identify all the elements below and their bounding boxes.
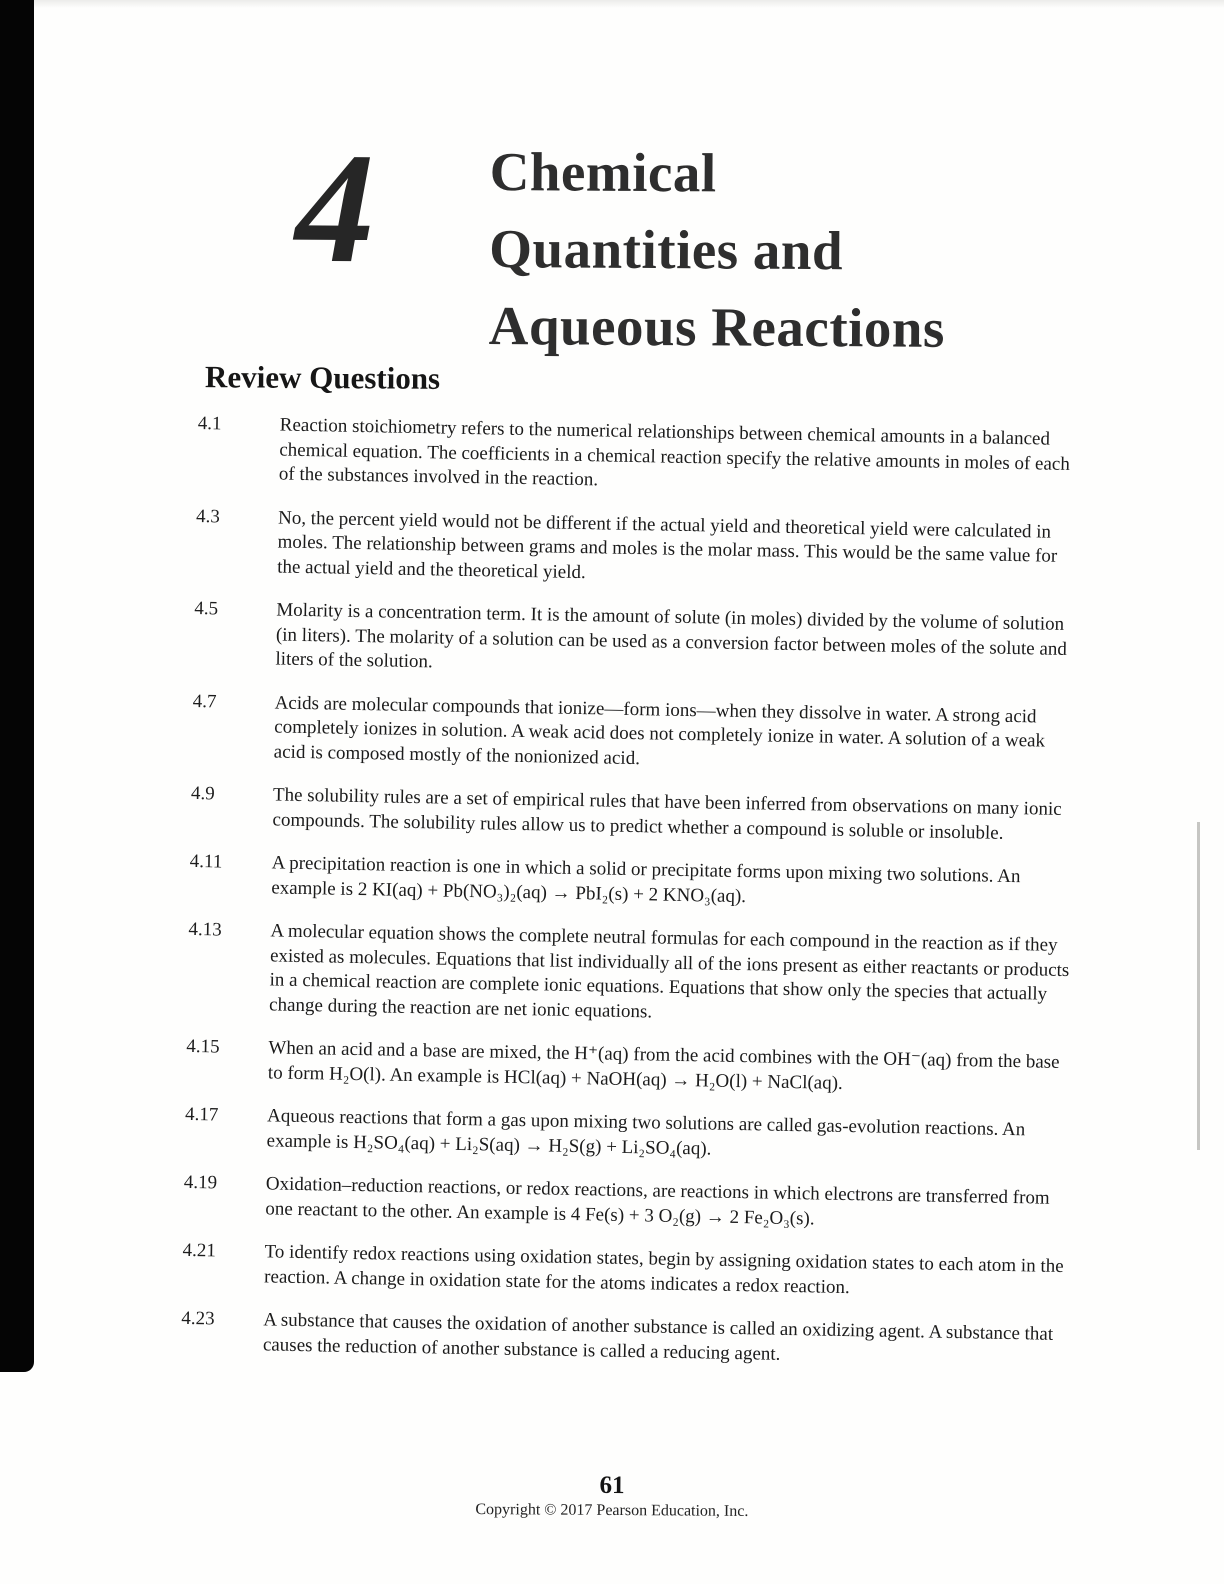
question-text: Oxidation–reduction reactions, or redox reactions, are reactions in which electrons are transferred from one reactant to the other. An example is 4 Fe(s) + 3 O₂(g) → 2 Fe₂O₃(s). — [265, 1173, 1050, 1229]
question-item-4-7 — [192, 689, 1079, 779]
question-number: 4.15 — [186, 1035, 220, 1058]
page-footer — [0, 1468, 1224, 1525]
question-text: Aqueous reactions that form a gas upon mixing two solutions are called gas-evolution reactions. An example is H₂SO₄(aq) + Li₂S(aq) → H₂S(g) + Li₂SO₄(aq). — [266, 1105, 1026, 1160]
question-item-4-9 — [190, 782, 1077, 847]
question-item-4-23 — [181, 1307, 1068, 1372]
chapter-number: 4 — [294, 120, 371, 297]
question-number: 4.19 — [183, 1171, 218, 1194]
question-text: A substance that causes the oxidation of another substance is called an oxidizing agent. A substance that causes the reduction of another substance is called a reducing agent. — [262, 1309, 1054, 1365]
page-number: 61 — [599, 1471, 625, 1500]
question-text: Reaction stoichiometry refers to the numerical relationships between chemical amounts in a balanced chemical equation. The coefficients in a chemical reaction specify the relative amounts in moles of each of the substances involved in the reaction. — [278, 414, 1071, 491]
question-number: 4.5 — [194, 597, 219, 620]
question-text: When an acid and a base are mixed, the H⁺(aq) from the acid combines with the OH⁻(aq) from the base to form H₂O(l). An example is HCl(aq) + NaOH(aq) → H₂O(l) + NaCl(aq). — [267, 1037, 1060, 1094]
chapter-title-line-2: Quantities and — [489, 217, 844, 282]
chapter-title-line-3: Aqueous Reactions — [488, 294, 946, 359]
copyright-line: Copyright © 2017 Pearson Education, Inc. — [475, 1501, 749, 1520]
question-number: 4.1 — [197, 412, 222, 435]
question-number: 4.23 — [181, 1307, 215, 1330]
question-text: A precipitation reaction is one in which a solid or precipitate forms upon mixing two solutions. An example is 2 KI(aq) + Pb(NO₃)₂(aq) → PbI₂(s) + 2 KNO₃(aq). — [271, 852, 1021, 907]
question-text: To identify redox reactions using oxidation states, begin by assigning oxidation states to each atom in the reaction. A change in oxidation state for the atoms indicates a redox reaction. — [263, 1241, 1064, 1298]
question-text: A molecular equation shows the complete neutral formulas for each compound in the reaction as if they existed as molecules. Equations that list individually all of the ions present as either reactants or products in a chemical reaction are complete ionic equations. Equations that show only the species that actually change during the reaction are net ionic equations. — [268, 920, 1070, 1022]
question-item-4-13 — [187, 918, 1075, 1032]
question-number: 4.7 — [192, 690, 217, 712]
section-heading: Review Questions — [204, 359, 441, 396]
review-questions-list — [180, 412, 1083, 1391]
scan-right-edge-line — [1197, 822, 1200, 1150]
question-number: 4.13 — [188, 918, 222, 941]
question-text: No, the percent yield would not be different if the actual yield and theoretical yield were calculated in moles. The relationship between grams and moles is the molar mass. This would be the same value for the actual yield and the theoretical yield. — [276, 506, 1058, 583]
question-item-4-5 — [193, 597, 1080, 687]
question-item-4-19 — [183, 1171, 1070, 1236]
question-text: The solubility rules are a set of empirical rules that have been inferred from observations on many ionic compounds. The solubility rules allow us to predict whether a compound is soluble or insoluble. — [272, 784, 1062, 844]
chapter-header — [0, 118, 1224, 359]
scan-left-black-edge — [0, 0, 34, 1372]
question-item-4-21 — [182, 1239, 1069, 1304]
question-item-4-11 — [189, 850, 1076, 915]
chapter-title-line-1: Chemical — [489, 140, 717, 204]
question-item-4-3 — [195, 504, 1082, 594]
scan-top-shadow — [34, 0, 1224, 8]
question-item-4-1 — [197, 412, 1084, 502]
question-item-4-17 — [184, 1103, 1071, 1168]
question-number: 4.21 — [182, 1239, 217, 1262]
chapter-title — [489, 133, 947, 367]
question-item-4-15 — [186, 1035, 1073, 1100]
question-text: Molarity is a concentration term. It is the amount of solute (in moles) divided by the volume of solution (in liters). The molarity of a solution can be used as a conversion factor between moles of the solute and liters of the solution. — [275, 599, 1068, 673]
question-number: 4.11 — [189, 850, 223, 873]
question-number: 4.3 — [195, 505, 221, 527]
question-text: Acids are molecular compounds that ionize—form ions—when they dissolve in water. A strong acid completely ionizes in solution. A weak acid does not completely ionize in water. A solution of a weak acid is composed mostly of the nonionized acid. — [273, 691, 1046, 769]
question-number: 4.9 — [190, 782, 215, 805]
question-number: 4.17 — [184, 1103, 219, 1126]
